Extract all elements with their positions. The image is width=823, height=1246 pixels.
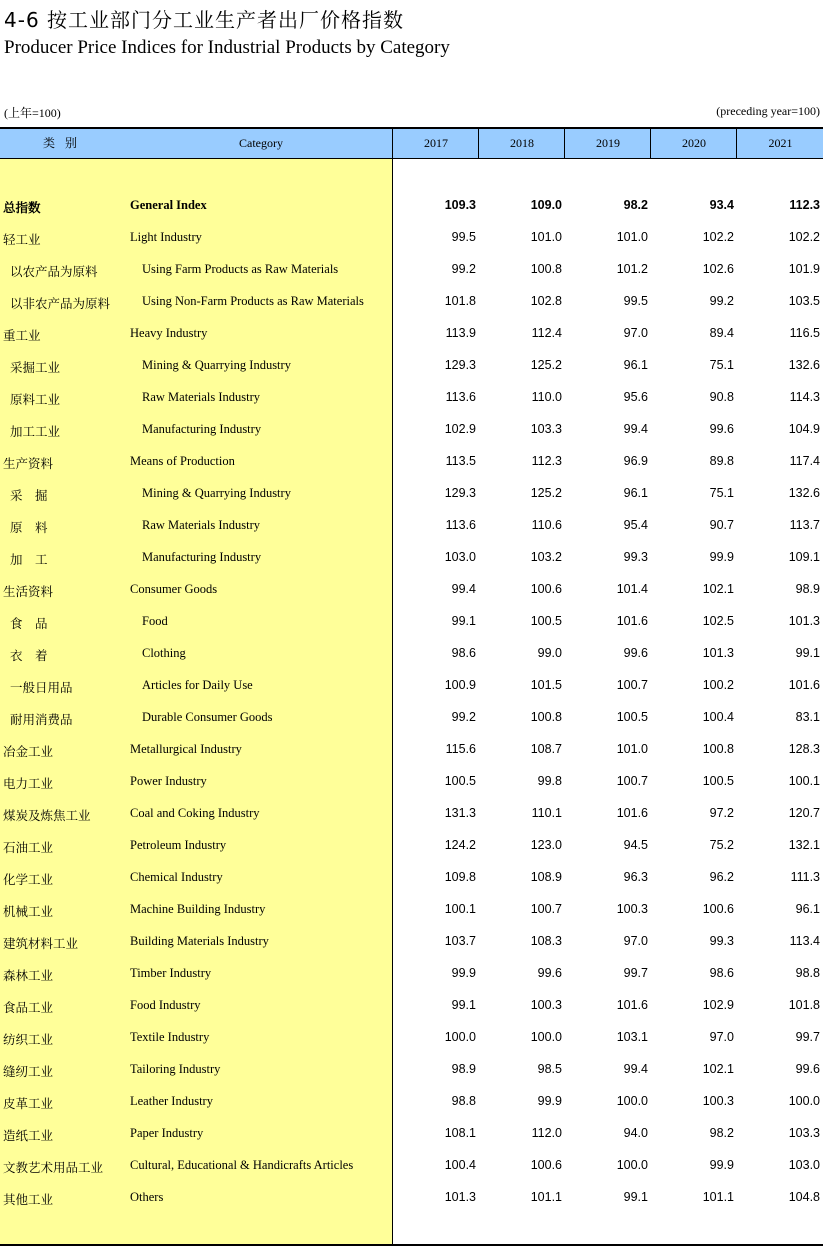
value-cell-2018: 98.5 — [537, 1062, 562, 1076]
value-cell-2021: 99.1 — [795, 646, 820, 660]
value-cell-2020: 89.4 — [709, 326, 734, 340]
value-cell-2020: 97.0 — [709, 1030, 734, 1044]
row-label-en: Leather Industry — [130, 1094, 213, 1108]
value-cell-2018: 125.2 — [530, 486, 562, 500]
row-label-en: Consumer Goods — [130, 582, 218, 596]
value-cell-2018: 109.0 — [530, 198, 562, 212]
row-label-en: Power Industry — [130, 774, 207, 788]
value-cell-2019: 99.6 — [623, 646, 648, 660]
row-label-en: Paper Industry — [130, 1126, 204, 1140]
value-cell-2021: 101.6 — [788, 678, 820, 692]
value-cell-2017: 124.2 — [444, 838, 476, 852]
value-cell-2021: 104.9 — [788, 422, 820, 436]
value-cell-2020: 100.6 — [702, 902, 734, 916]
table-row — [0, 830, 823, 862]
value-cell-2017: 99.1 — [451, 614, 476, 628]
value-cell-2020: 96.2 — [709, 870, 734, 884]
value-cell-2018: 110.0 — [531, 390, 562, 404]
value-cell-2020: 102.5 — [702, 614, 734, 628]
value-cell-2019: 96.3 — [623, 870, 648, 884]
value-cell-2021: 104.8 — [788, 1190, 820, 1204]
value-cell-2019: 94.0 — [623, 1126, 648, 1140]
value-cell-2020: 101.1 — [702, 1190, 734, 1204]
value-cell-2018: 100.6 — [530, 1158, 562, 1172]
table-row — [0, 990, 823, 1022]
table-top-rule — [0, 127, 823, 129]
row-label-en: Manufacturing Industry — [142, 550, 262, 564]
value-cell-2017: 98.9 — [451, 1062, 476, 1076]
value-cell-2017: 98.8 — [451, 1094, 476, 1108]
row-label-cn: 冶金工业 — [3, 744, 54, 759]
table-row — [0, 798, 823, 830]
value-cell-2017: 129.3 — [444, 486, 476, 500]
value-cell-2021: 111.3 — [790, 870, 820, 884]
value-cell-2019: 99.5 — [623, 294, 648, 308]
table-row — [0, 1118, 823, 1150]
value-cell-2019: 100.7 — [616, 774, 648, 788]
table-row — [0, 958, 823, 990]
row-label-cn: 重工业 — [3, 328, 41, 343]
row-label-cn: 皮革工业 — [3, 1096, 54, 1111]
row-label-cn: 机械工业 — [3, 904, 54, 919]
value-cell-2017: 99.5 — [451, 230, 476, 244]
value-cell-2021: 109.1 — [788, 550, 820, 564]
value-cell-2018: 99.9 — [537, 1094, 562, 1108]
value-cell-2018: 102.8 — [530, 294, 562, 308]
row-label-cn: 电力工业 — [3, 776, 54, 791]
value-cell-2019: 95.6 — [623, 390, 648, 404]
value-cell-2018: 110.1 — [531, 806, 562, 820]
value-cell-2021: 132.6 — [788, 486, 820, 500]
header-year-2019: 2019 — [564, 129, 651, 158]
value-cell-2021: 103.0 — [788, 1158, 820, 1172]
header-category-cn: 类别 — [42, 136, 87, 150]
table-row — [0, 478, 823, 510]
value-cell-2021: 116.5 — [789, 326, 820, 340]
table-row — [0, 286, 823, 318]
value-cell-2018: 108.3 — [530, 934, 562, 948]
row-label-en: Clothing — [142, 646, 186, 660]
value-cell-2020: 102.6 — [702, 262, 734, 276]
row-label-en: Heavy Industry — [130, 326, 208, 340]
value-cell-2021: 98.8 — [795, 966, 820, 980]
page-title-en: Producer Price Indices for Industrial Products by Category — [4, 37, 450, 58]
value-cell-2018: 100.7 — [530, 902, 562, 916]
table-row — [0, 350, 823, 382]
value-cell-2018: 101.1 — [530, 1190, 562, 1204]
row-label-cn: 建筑材料工业 — [3, 936, 79, 951]
table-row — [0, 1022, 823, 1054]
row-label-cn: 食品工业 — [3, 1000, 54, 1015]
value-cell-2020: 99.3 — [709, 934, 734, 948]
row-label-en: Others — [130, 1190, 164, 1204]
value-cell-2017: 102.9 — [444, 422, 476, 436]
value-cell-2017: 113.6 — [445, 390, 476, 404]
value-cell-2018: 123.0 — [530, 838, 562, 852]
value-cell-2017: 100.4 — [444, 1158, 476, 1172]
value-cell-2020: 98.6 — [709, 966, 734, 980]
value-cell-2021: 114.3 — [789, 390, 820, 404]
value-cell-2018: 99.6 — [537, 966, 562, 980]
value-cell-2018: 100.0 — [530, 1030, 562, 1044]
value-cell-2018: 99.0 — [537, 646, 562, 660]
value-cell-2021: 100.1 — [788, 774, 820, 788]
row-label-cn: 采 掘 — [10, 488, 48, 503]
value-cell-2019: 100.0 — [616, 1158, 648, 1172]
value-cell-2017: 98.6 — [451, 646, 476, 660]
value-cell-2020: 99.6 — [709, 422, 734, 436]
table-row — [0, 1054, 823, 1086]
value-cell-2020: 100.8 — [702, 742, 734, 756]
value-cell-2017: 100.1 — [444, 902, 476, 916]
value-cell-2020: 93.4 — [709, 198, 734, 212]
table-row — [0, 1086, 823, 1118]
value-cell-2019: 95.4 — [623, 518, 648, 532]
value-cell-2020: 89.8 — [709, 454, 734, 468]
value-cell-2017: 103.7 — [444, 934, 476, 948]
value-cell-2018: 100.5 — [530, 614, 562, 628]
unit-note-en: (preceding year=100) — [716, 104, 820, 118]
row-label-cn: 纺织工业 — [3, 1032, 54, 1047]
value-cell-2018: 99.8 — [537, 774, 562, 788]
value-cell-2019: 103.1 — [616, 1030, 648, 1044]
value-cell-2018: 112.4 — [531, 326, 562, 340]
value-cell-2020: 90.7 — [709, 518, 734, 532]
value-cell-2021: 132.6 — [788, 358, 820, 372]
row-label-en: Articles for Daily Use — [142, 678, 253, 692]
value-cell-2017: 115.6 — [445, 742, 476, 756]
value-cell-2019: 101.2 — [616, 262, 648, 276]
table-row — [0, 734, 823, 766]
value-cell-2021: 100.0 — [788, 1094, 820, 1108]
row-label-cn: 原 料 — [10, 520, 48, 535]
row-label-cn: 食 品 — [10, 616, 48, 631]
table-row — [0, 382, 823, 414]
row-label-cn: 化学工业 — [3, 872, 54, 887]
value-cell-2017: 113.6 — [445, 518, 476, 532]
value-cell-2019: 99.1 — [623, 1190, 648, 1204]
value-cell-2020: 99.9 — [709, 1158, 734, 1172]
table-row — [0, 574, 823, 606]
value-cell-2021: 132.1 — [788, 838, 820, 852]
row-label-cn: 轻工业 — [3, 232, 41, 247]
value-cell-2020: 90.8 — [709, 390, 734, 404]
value-cell-2017: 109.3 — [444, 198, 476, 212]
row-label-cn: 以农产品为原料 — [10, 264, 98, 279]
value-cell-2020: 102.1 — [702, 582, 734, 596]
row-label-en: Cultural, Educational & Handicrafts Articles — [130, 1158, 354, 1172]
value-cell-2018: 112.0 — [531, 1126, 562, 1140]
value-cell-2021: 113.7 — [789, 518, 820, 532]
row-label-en: Machine Building Industry — [130, 902, 266, 916]
value-cell-2020: 98.2 — [709, 1126, 734, 1140]
row-label-cn: 加 工 — [10, 552, 48, 567]
row-label-cn: 生活资料 — [3, 584, 54, 599]
value-cell-2021: 103.3 — [788, 1126, 820, 1140]
table-row — [0, 542, 823, 574]
row-label-en: Textile Industry — [130, 1030, 210, 1044]
row-label-en: Using Farm Products as Raw Materials — [142, 262, 339, 276]
value-cell-2017: 100.5 — [444, 774, 476, 788]
table-row — [0, 702, 823, 734]
value-cell-2018: 101.0 — [530, 230, 562, 244]
table-row — [0, 446, 823, 478]
value-cell-2019: 100.5 — [616, 710, 648, 724]
row-label-cn: 加工工业 — [10, 424, 61, 439]
value-cell-2020: 99.9 — [709, 550, 734, 564]
value-cell-2017: 131.3 — [444, 806, 476, 820]
row-label-cn: 森林工业 — [3, 968, 54, 983]
table-row — [0, 670, 823, 702]
value-cell-2019: 99.4 — [623, 1062, 648, 1076]
table-row — [0, 414, 823, 446]
table-row — [0, 318, 823, 350]
value-cell-2019: 97.0 — [623, 326, 648, 340]
value-cell-2021: 96.1 — [795, 902, 820, 916]
row-label-en: Building Materials Industry — [130, 934, 269, 948]
value-cell-2018: 108.7 — [530, 742, 562, 756]
table-row — [0, 638, 823, 670]
value-cell-2019: 101.0 — [616, 742, 648, 756]
row-label-en: Tailoring Industry — [130, 1062, 221, 1076]
table-row — [0, 606, 823, 638]
value-cell-2019: 94.5 — [623, 838, 648, 852]
row-label-en: Food — [142, 614, 168, 628]
value-cell-2020: 75.1 — [709, 358, 734, 372]
value-cell-2021: 83.1 — [795, 710, 820, 724]
table-row — [0, 190, 823, 222]
value-cell-2018: 103.3 — [530, 422, 562, 436]
row-label-en: General Index — [130, 198, 207, 212]
value-cell-2019: 99.3 — [623, 550, 648, 564]
header-year-2018: 2018 — [478, 129, 565, 158]
value-cell-2021: 99.7 — [795, 1030, 820, 1044]
header-year-2021: 2021 — [736, 129, 823, 158]
table-row — [0, 510, 823, 542]
value-cell-2019: 101.6 — [616, 806, 648, 820]
row-label-cn: 生产资料 — [3, 456, 54, 471]
value-cell-2019: 96.9 — [623, 454, 648, 468]
row-label-cn: 采掘工业 — [10, 360, 61, 375]
value-cell-2018: 100.8 — [530, 262, 562, 276]
row-label-en: Durable Consumer Goods — [142, 710, 273, 724]
price-index-table — [0, 127, 823, 1246]
value-cell-2021: 99.6 — [795, 1062, 820, 1076]
row-label-cn: 以非农产品为原料 — [10, 296, 111, 311]
value-cell-2017: 101.8 — [444, 294, 476, 308]
value-cell-2021: 98.9 — [795, 582, 820, 596]
row-label-cn: 石油工业 — [3, 840, 54, 855]
value-cell-2020: 102.2 — [702, 230, 734, 244]
unit-note-cn: (上年=100) — [4, 106, 61, 120]
value-cell-2018: 101.5 — [530, 678, 562, 692]
value-cell-2017: 100.9 — [444, 678, 476, 692]
row-label-en: Using Non-Farm Products as Raw Materials — [142, 294, 364, 308]
table-row — [0, 254, 823, 286]
value-cell-2021: 103.5 — [788, 294, 820, 308]
header-year-2020: 2020 — [650, 129, 737, 158]
value-cell-2017: 99.2 — [451, 710, 476, 724]
value-cell-2020: 75.2 — [709, 838, 734, 852]
value-cell-2021: 101.9 — [788, 262, 820, 276]
value-cell-2019: 100.3 — [616, 902, 648, 916]
value-cell-2019: 99.7 — [623, 966, 648, 980]
row-label-en: Chemical Industry — [130, 870, 223, 884]
value-cell-2021: 117.4 — [789, 454, 820, 468]
row-label-en: Coal and Coking Industry — [130, 806, 260, 820]
row-label-cn: 缝纫工业 — [3, 1064, 54, 1079]
value-cell-2021: 101.8 — [788, 998, 820, 1012]
value-cell-2021: 128.3 — [788, 742, 820, 756]
table-body — [0, 190, 823, 1214]
value-cell-2019: 100.7 — [616, 678, 648, 692]
value-cell-2017: 99.1 — [451, 998, 476, 1012]
row-label-en: Raw Materials Industry — [142, 518, 261, 532]
row-label-en: Timber Industry — [130, 966, 212, 980]
header-year-2017: 2017 — [392, 129, 479, 158]
row-label-en: Manufacturing Industry — [142, 422, 262, 436]
row-label-en: Metallurgical Industry — [130, 742, 242, 756]
value-cell-2017: 109.8 — [444, 870, 476, 884]
value-cell-2019: 101.4 — [616, 582, 648, 596]
value-cell-2018: 108.9 — [530, 870, 562, 884]
value-cell-2020: 102.1 — [702, 1062, 734, 1076]
value-cell-2018: 112.3 — [531, 454, 562, 468]
row-label-cn: 原料工业 — [10, 392, 61, 407]
value-cell-2021: 120.7 — [788, 806, 820, 820]
row-label-en: Raw Materials Industry — [142, 390, 261, 404]
row-label-en: Food Industry — [130, 998, 201, 1012]
row-label-cn: 造纸工业 — [3, 1128, 54, 1143]
value-cell-2020: 100.2 — [702, 678, 734, 692]
table-row — [0, 766, 823, 798]
row-label-cn: 煤炭及炼焦工业 — [3, 808, 91, 823]
value-cell-2017: 99.9 — [451, 966, 476, 980]
value-cell-2018: 110.6 — [531, 518, 562, 532]
value-cell-2017: 99.4 — [451, 582, 476, 596]
value-cell-2018: 100.6 — [530, 582, 562, 596]
table-row — [0, 862, 823, 894]
row-label-cn: 总指数 — [3, 200, 41, 215]
value-cell-2019: 99.4 — [623, 422, 648, 436]
value-cell-2017: 113.5 — [445, 454, 476, 468]
header-category-en: Category — [239, 136, 283, 150]
value-cell-2021: 102.2 — [788, 230, 820, 244]
value-cell-2019: 98.2 — [623, 198, 648, 212]
table-row — [0, 222, 823, 254]
value-cell-2019: 97.0 — [623, 934, 648, 948]
value-cell-2019: 100.0 — [616, 1094, 648, 1108]
value-cell-2019: 96.1 — [623, 486, 648, 500]
value-cell-2018: 103.2 — [530, 550, 562, 564]
table-row — [0, 1150, 823, 1182]
page-title-cn: 4-6 按工业部门分工业生产者出厂价格指数 — [4, 8, 405, 32]
row-label-en: Mining & Quarrying Industry — [142, 358, 291, 372]
table-header — [0, 129, 823, 159]
value-cell-2019: 101.6 — [616, 998, 648, 1012]
value-cell-2017: 113.9 — [445, 326, 476, 340]
value-cell-2018: 100.3 — [530, 998, 562, 1012]
row-label-cn: 文教艺术用品工业 — [3, 1160, 104, 1175]
value-cell-2017: 103.0 — [444, 550, 476, 564]
row-label-en: Light Industry — [130, 230, 202, 244]
value-cell-2017: 101.3 — [444, 1190, 476, 1204]
value-cell-2019: 96.1 — [623, 358, 648, 372]
row-label-cn: 衣 着 — [10, 648, 48, 663]
row-label-cn: 一般日用品 — [10, 680, 73, 695]
value-cell-2020: 102.9 — [702, 998, 734, 1012]
value-cell-2019: 101.0 — [616, 230, 648, 244]
table-row — [0, 926, 823, 958]
value-cell-2021: 113.4 — [789, 934, 820, 948]
table-row — [0, 894, 823, 926]
value-cell-2017: 129.3 — [444, 358, 476, 372]
table-row — [0, 1182, 823, 1214]
value-cell-2017: 100.0 — [444, 1030, 476, 1044]
value-cell-2020: 75.1 — [709, 486, 734, 500]
row-label-cn: 耐用消费品 — [10, 712, 73, 727]
row-label-en: Means of Production — [130, 454, 235, 468]
value-cell-2017: 108.1 — [444, 1126, 476, 1140]
value-cell-2018: 100.8 — [530, 710, 562, 724]
value-cell-2020: 97.2 — [709, 806, 734, 820]
row-label-en: Petroleum Industry — [130, 838, 227, 852]
row-label-cn: 其他工业 — [3, 1192, 54, 1207]
value-cell-2020: 101.3 — [702, 646, 734, 660]
value-cell-2021: 112.3 — [789, 198, 820, 212]
value-cell-2021: 101.3 — [788, 614, 820, 628]
value-cell-2020: 100.4 — [702, 710, 734, 724]
value-cell-2020: 100.5 — [702, 774, 734, 788]
row-label-en: Mining & Quarrying Industry — [142, 486, 291, 500]
value-cell-2020: 100.3 — [702, 1094, 734, 1108]
value-cell-2019: 101.6 — [616, 614, 648, 628]
value-cell-2018: 125.2 — [530, 358, 562, 372]
value-cell-2017: 99.2 — [451, 262, 476, 276]
value-cell-2020: 99.2 — [709, 294, 734, 308]
